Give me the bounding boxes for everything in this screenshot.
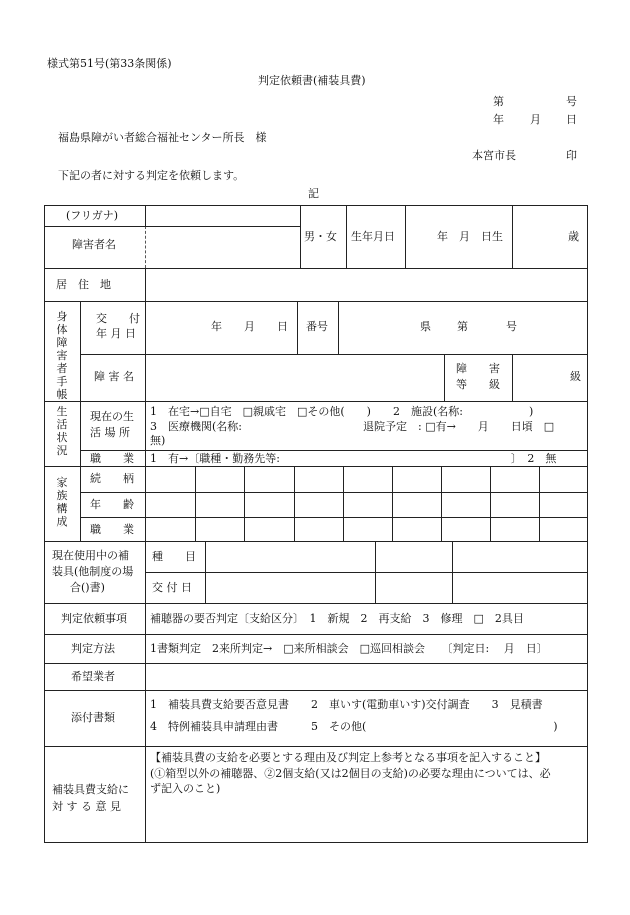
current-label-3: 合()書) bbox=[70, 581, 105, 594]
issue-date-label: 交 付 日 bbox=[152, 581, 192, 594]
method-label: 判定方法 bbox=[71, 642, 115, 655]
disability-name-label: 障 害 名 bbox=[94, 370, 134, 383]
page-title: 判定依頼書(補装具費) bbox=[258, 74, 366, 87]
furigana-label: (フリガナ) bbox=[66, 209, 119, 222]
residence-label-1: 現在の生 bbox=[90, 410, 134, 423]
opinion-note-2: (①箱型以外の補聴器、②2個支給(又は2個目の支給)の必要な理由については、必 bbox=[150, 767, 551, 780]
attach-label: 添付書類 bbox=[71, 711, 115, 724]
name-label: 障害者名 bbox=[72, 238, 116, 251]
birth-value: 年 月 日生 bbox=[437, 230, 503, 243]
type-label: 種 目 bbox=[152, 550, 196, 563]
go: 号 bbox=[506, 320, 517, 333]
form-number: 様式第51号(第33条関係) bbox=[47, 57, 172, 70]
request-item-label: 判定依頼事項 bbox=[61, 612, 127, 625]
issue-label-1: 交 付 bbox=[96, 312, 140, 325]
issue-label-2: 年 月 日 bbox=[96, 327, 136, 340]
age-unit: 歳 bbox=[568, 230, 579, 243]
number-go: 号 bbox=[566, 95, 577, 108]
number-dai: 第 bbox=[493, 95, 504, 108]
job-value: 1 有→〔職種・勤務先等: 〕 2 無 bbox=[150, 452, 557, 465]
method-value: 1書類判定 2来所判定→ □来所相談会 □巡回相談会 〔判定日: 月 日〕 bbox=[150, 642, 548, 655]
job-label: 職 業 bbox=[90, 452, 134, 465]
techo-label: 身体障害者手帳 bbox=[56, 310, 68, 401]
residence-line3: 無) bbox=[150, 434, 166, 447]
opinion-note-1: 【補装具費の支給を必要とする理由及び判定上参考となる事項を記入すること】 bbox=[150, 751, 546, 764]
relation-label: 続 柄 bbox=[90, 472, 134, 485]
request-text: 下記の者に対する判定を依頼します。 bbox=[58, 169, 245, 182]
family-label: 家族構成 bbox=[56, 476, 68, 528]
opinion-label-1: 補装具費支給に bbox=[52, 783, 129, 796]
attach-line2: 4 特例補装具申請理由書 5 その他( ) bbox=[150, 720, 558, 733]
family-occupation-label: 職 業 bbox=[90, 523, 134, 536]
addressee: 福島県障がい者総合福祉センター所長 様 bbox=[58, 131, 267, 144]
life-label: 生活状況 bbox=[56, 405, 68, 457]
address-label: 居 住 地 bbox=[56, 278, 111, 291]
attach-line1: 1 補装具費支給要否意見書 2 車いす(電動車いす)交付調査 3 見積書 bbox=[150, 698, 543, 711]
residence-line2: 3 医療機関(名称: 退院予定 : □有→ 月 日頃 □ bbox=[150, 420, 555, 433]
date-nen: 年 bbox=[493, 113, 504, 126]
birth-label: 生年月日 bbox=[351, 230, 395, 243]
gender-field[interactable]: 男・女 bbox=[304, 230, 337, 243]
residence-label-2: 活 場 所 bbox=[90, 426, 130, 439]
dai: 第 bbox=[457, 320, 468, 333]
ken: 県 bbox=[420, 320, 431, 333]
grade-label-2: 等 級 bbox=[456, 378, 500, 391]
ki-mark: 記 bbox=[308, 187, 319, 200]
seal-mark: 印 bbox=[566, 149, 577, 162]
vendor-label: 希望業者 bbox=[71, 670, 115, 683]
current-label-2: 装具(他制度の場 bbox=[52, 565, 134, 578]
opinion-note-3: ず記入のこと) bbox=[150, 782, 221, 795]
number-label: 番号 bbox=[306, 320, 328, 333]
kyu-unit: 級 bbox=[570, 370, 581, 383]
date-tsuki: 月 bbox=[530, 113, 541, 126]
sender: 本宮市長 bbox=[472, 149, 516, 162]
family-age-label: 年 齢 bbox=[90, 498, 134, 511]
current-label-1: 現在使用中の補 bbox=[52, 549, 129, 562]
request-item-value: 補聴器の要否判定〔支給区分〕 1 新規 2 再支給 3 修理 □ 2具目 bbox=[150, 612, 524, 625]
grade-label-1: 障 害 bbox=[456, 362, 500, 375]
residence-line1: 1 在宅→□自宅 □親戚宅 □その他( ) 2 施設(名称: ) bbox=[150, 405, 534, 418]
opinion-label-2: 対 す る 意 見 bbox=[52, 800, 121, 813]
date-hi: 日 bbox=[566, 113, 577, 126]
issue-value: 年 月 日 bbox=[211, 320, 288, 333]
